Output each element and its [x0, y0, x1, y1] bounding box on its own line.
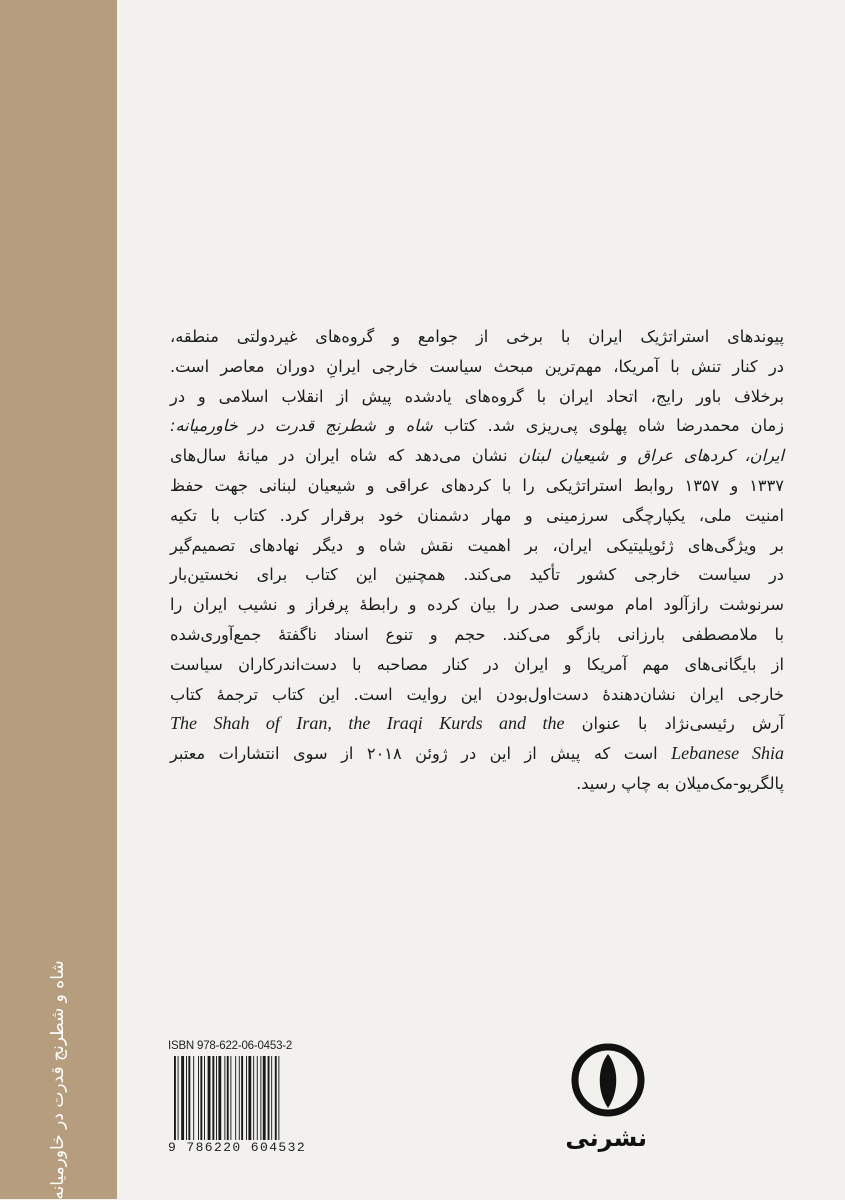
barcode-bars [172, 1056, 326, 1140]
barcode-bar [239, 1056, 240, 1140]
back-cover-blurb [170, 322, 784, 799]
blurb-line: در سیاست خارجی کشور تأکید می‌کند. همچنین این کتاب برای نخستین‌بار [170, 565, 784, 585]
barcode-bar [198, 1056, 199, 1140]
barcode-bar [260, 1056, 261, 1140]
barcode-bar [248, 1056, 251, 1140]
book-subtitle-italic: ایران، کردهای عراق و شیعیان لبنان [518, 446, 784, 466]
blurb-text: است که پیش از این در ژوئن ۲۰۱۸ از سوی انتشارات معتبر [170, 744, 658, 764]
isbn-barcode [168, 1040, 330, 1158]
book-title-italic: شاه و شطرنج قدرت در خاورمیانه: [170, 416, 433, 436]
barcode-bar [181, 1056, 184, 1140]
blurb-line [170, 709, 784, 739]
nashr-ney-logo-icon [569, 1040, 647, 1120]
english-title: The Shah of Iran, the Iraqi Kurds and the [170, 713, 565, 734]
barcode-bar [178, 1056, 179, 1140]
barcode-bar [224, 1056, 225, 1140]
blurb-text: زمان محمدرضا شاه پهلوی پی‌ریزی شد. کتاب [443, 416, 784, 436]
blurb-line: پالگریو-مک‌میلان به چاپ رسید. [576, 773, 784, 793]
barcode-bar [208, 1056, 211, 1140]
barcode-bar [241, 1056, 243, 1140]
barcode-bar [200, 1056, 202, 1140]
blurb-line: سرنوشت رازآلود امام موسی صدر را بیان کرده و رابطهٔ پرفراز و نشیب ایران را [170, 595, 784, 615]
barcode-bar [257, 1056, 258, 1140]
barcode-bar [246, 1056, 247, 1140]
barcode-bar [268, 1056, 270, 1140]
blurb-text: نشان می‌دهد که شاه ایران در میانهٔ سال‌های [170, 446, 508, 466]
barcode-bar [227, 1056, 229, 1140]
blurb-line [170, 441, 784, 471]
barcode-digits: 9 786220 604532 [168, 1140, 307, 1155]
blurb-line: برخلاف باور رایج، اتحاد ایران با گروه‌های یادشده پیش از انقلاب اسلامی و در [170, 386, 784, 406]
barcode-bar [235, 1056, 236, 1140]
blurb-line [170, 739, 784, 769]
blurb-line: بر ویژگی‌های ژئوپلیتیکی ایران، بر اهمیت نقش شاه و دیگر نهادهای تصمیم‌گیر [170, 535, 784, 555]
publisher-logo [565, 1040, 647, 1160]
blurb-line: پیوندهای استراتژیک ایران با برخی از جوامع و گروه‌های غیردولتی منطقه، [170, 327, 784, 346]
barcode-bar [188, 1056, 190, 1140]
blurb-text: آرش رئیسی‌نژاد با عنوان [581, 714, 784, 734]
barcode-bar [230, 1056, 231, 1140]
blurb-line: با ملامصطفی بارزانی بازگو می‌کند. حجم و تنوع اسناد ناگفتهٔ جمع‌آوری‌شده [170, 624, 784, 644]
barcode-bar [253, 1056, 254, 1140]
barcode-bar [278, 1056, 279, 1140]
publisher-name: نشرنی [565, 1124, 647, 1152]
blurb-line: خارجی ایران نشان‌دهندهٔ دست‌اول‌بودن این روایت است. این کتاب ترجمهٔ کتاب [170, 684, 784, 704]
barcode-bar [186, 1056, 187, 1140]
spine-title: شاه و شطرنج قدرت در خاورمیانه [48, 960, 68, 1200]
blurb-line: از بایگانی‌های مهم آمریکا و ایران در کنار مصاحبه با دست‌اندرکاران سیاست [170, 654, 784, 674]
blurb-line: در کنار تنش با آمریکا، مهم‌ترین مبحث سیاست خارجی ایرانِ دوران معاصر است. [170, 356, 784, 376]
barcode-bar [275, 1056, 277, 1140]
barcode-bar [216, 1056, 217, 1140]
barcode-bar [263, 1056, 266, 1140]
blurb-line [170, 411, 784, 441]
blurb-line: امنیت ملی، یکپارچگی سرزمینی و مهار دشمنان خود برقرار کرد. کتاب با تکیه [170, 505, 784, 525]
book-spine [0, 0, 117, 1199]
barcode-bar [218, 1056, 221, 1140]
barcode-bar [204, 1056, 205, 1140]
barcode-bar [212, 1056, 214, 1140]
english-title-end: Lebanese Shia [671, 743, 785, 764]
barcode-bar [193, 1056, 194, 1140]
barcode-bar [271, 1056, 272, 1140]
blurb-line: ۱۳۳۷ و ۱۳۵۷ روابط استراتژیکی را با کردهای عراقی و شیعیان لبنانی جهت حفظ [170, 475, 784, 495]
isbn-label: ISBN 978-622-06-0453-2 [168, 1040, 293, 1052]
barcode-bar [174, 1056, 176, 1140]
